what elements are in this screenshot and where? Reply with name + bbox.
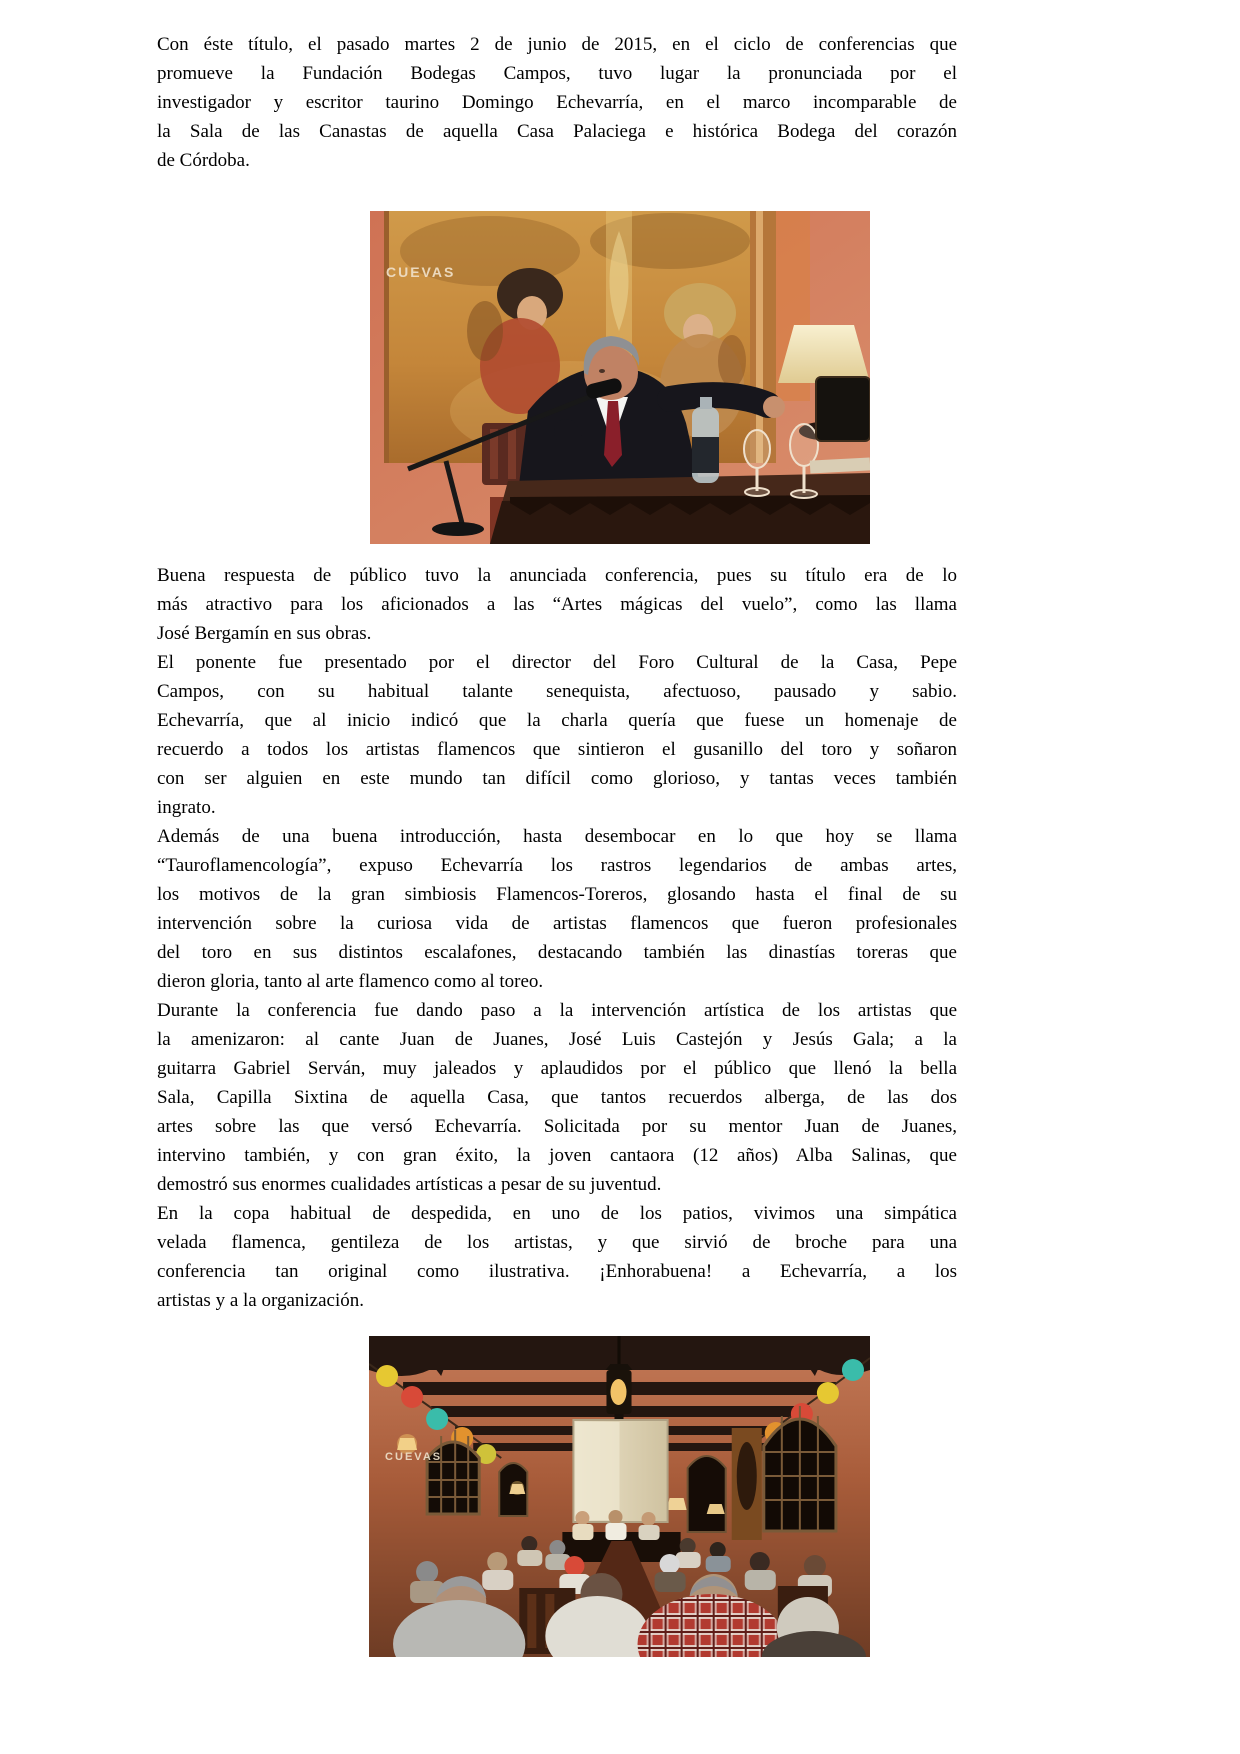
text-line: de Córdoba.: [157, 150, 250, 171]
text-line: artistas y a la organización.: [157, 1290, 364, 1311]
text-line: la amenizaron: al cante Juan de Juanes, José Luis Castejón y Jesús Gala; a la: [157, 1029, 957, 1050]
text-line: investigador y escritor taurino Domingo Echevarría, en el marco incomparable de: [157, 92, 957, 113]
text-line: Sala, Capilla Sixtina de aquella Casa, que tantos recuerdos alberga, de las dos: [157, 1087, 957, 1108]
water-bottle: [692, 397, 719, 483]
text-line: El ponente fue presentado por el director del Foro Cultural de la Casa, Pepe: [157, 652, 957, 673]
text-line: “Tauroflamencología”, expuso Echevarría los rastros legendarios de ambas artes,: [157, 855, 957, 876]
text-line: recuerdo a todos los artistas flamencos que sintieron el gusanillo del toro y soñaron: [157, 739, 957, 760]
text-line: con ser alguien en este mundo tan difícil como glorioso, y tantas veces también: [157, 768, 957, 789]
text-line: más atractivo para los aficionados a las “Artes mágicas del vuelo”, como las llama: [157, 594, 957, 615]
text-line: la Sala de las Canastas de aquella Casa Palaciega e histórica Bodega del corazón: [157, 121, 957, 142]
audience-photo: [369, 1336, 870, 1657]
text-line: Durante la conferencia fue dando paso a la intervención artística de los artistas que: [157, 1000, 957, 1021]
text-line: Campos, con su habitual talante senequista, afectuoso, pausado y sabio.: [157, 681, 957, 702]
intro-paragraph-block: [157, 30, 957, 175]
conference-table: [490, 473, 870, 544]
text-line: dieron gloria, tanto al arte flamenco como al toreo.: [157, 971, 544, 992]
text-line: ingrato.: [157, 797, 216, 818]
paragraph: [157, 822, 957, 996]
text-line: demostró sus enormes cualidades artísticas a pesar de su juventud.: [157, 1174, 662, 1195]
projection-screen: [573, 1420, 667, 1522]
text-line: velada flamenca, gentileza de los artistas, y que sirvió de broche para una: [157, 1232, 957, 1253]
text-line: intervención sobre la curiosa vida de artistas flamencos que fueron profesionales: [157, 913, 957, 934]
photo-watermark: CUEVAS: [386, 264, 456, 280]
text-line: intervino también, y con gran éxito, la joven cantaora (12 años) Alba Salinas, que: [157, 1145, 957, 1166]
text-line: Además de una buena introducción, hasta desembocar en lo que hoy se llama: [157, 826, 957, 847]
text-line: artes sobre las que versó Echevarría. Solicitada por su mentor Juan de Juanes,: [157, 1116, 957, 1137]
text-line: del toro en sus distintos escalafones, destacando también las dinastías toreras que: [157, 942, 957, 963]
text-line: guitarra Gabriel Serván, muy jaleados y aplaudidos por el público que llenó la bella: [157, 1058, 957, 1079]
text-line: Con éste título, el pasado martes 2 de junio de 2015, en el ciclo de conferencias que: [157, 34, 957, 55]
paragraph: [157, 30, 957, 175]
text-line: Buena respuesta de público tuvo la anunciada conferencia, pues su título era de lo: [157, 565, 957, 586]
paragraph: [157, 561, 957, 648]
paragraph: [157, 996, 957, 1199]
photo-watermark: CUEVAS: [385, 1451, 443, 1463]
paragraph: [157, 648, 957, 822]
body-paragraph-block: [157, 561, 957, 1315]
text-line: promueve la Fundación Bodegas Campos, tuvo lugar la pronunciada por el: [157, 63, 957, 84]
text-line: En la copa habitual de despedida, en uno de los patios, vivimos una simpática: [157, 1203, 957, 1224]
paragraph: [157, 1199, 957, 1315]
text-line: conferencia tan original como ilustrativa. ¡Enhorabuena! a Echevarría, a los: [157, 1261, 957, 1282]
audience-photo-illustration: [369, 1336, 870, 1657]
text-line: José Bergamín en sus obras.: [157, 623, 372, 644]
speaker-photo-illustration: [370, 211, 870, 544]
text-line: los motivos de la gran simbiosis Flamencos-Toreros, glosando hasta el final de su: [157, 884, 957, 905]
speaker-photo: [370, 211, 870, 544]
text-line: Echevarría, que al inicio indicó que la charla quería que fuese un homenaje de: [157, 710, 957, 731]
